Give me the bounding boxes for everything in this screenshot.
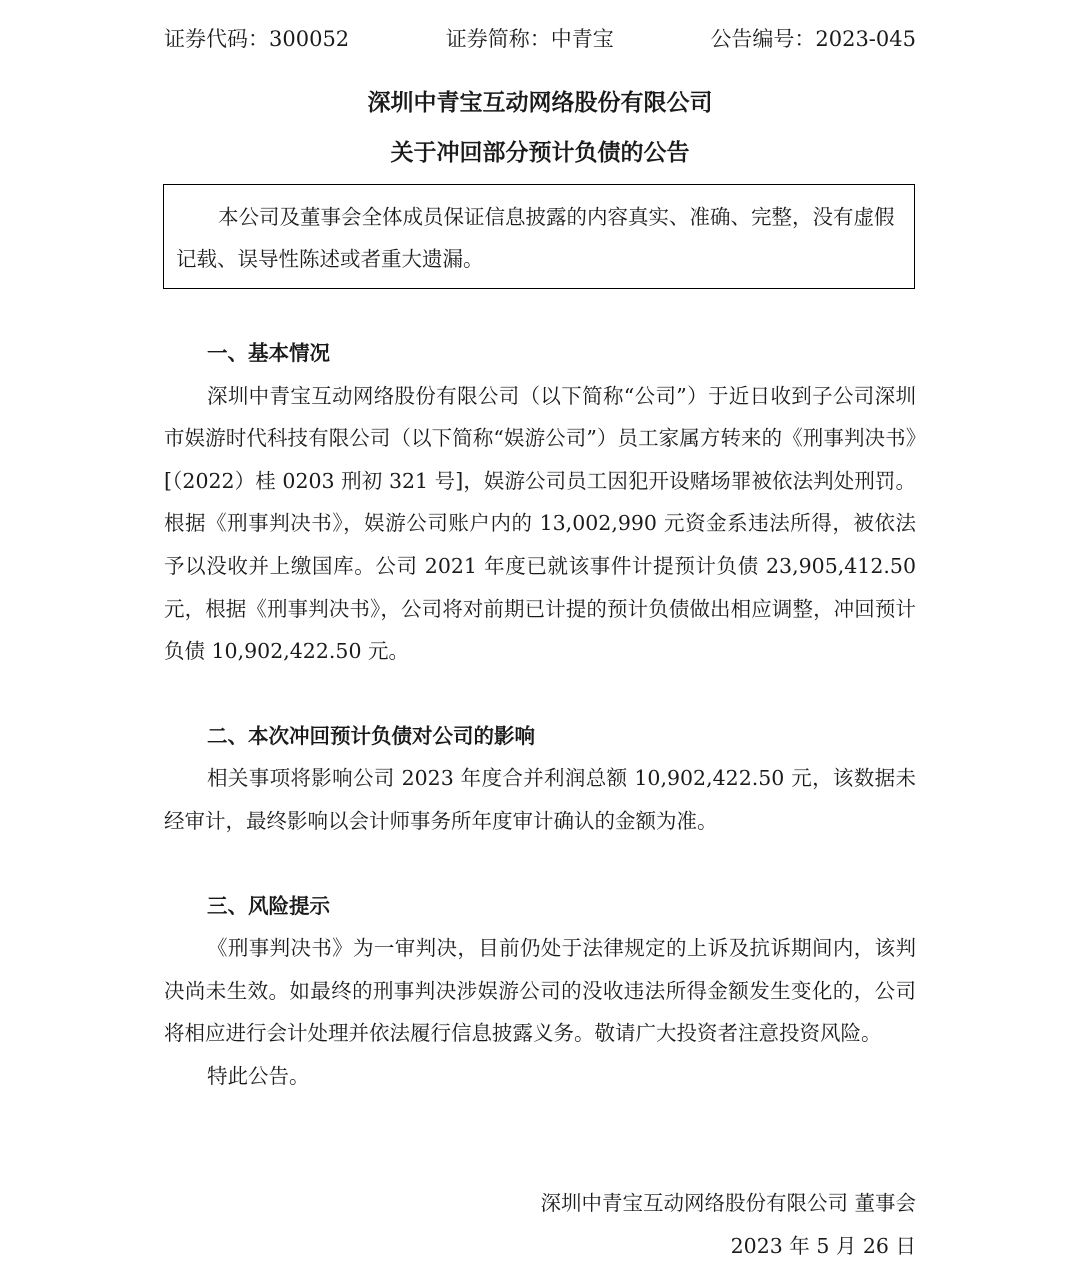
signature-org: 深圳中青宝互动网络股份有限公司 董事会 xyxy=(540,1191,916,1215)
section-body-risk: 《刑事判决书》为一审判决，目前仍处于法律规定的上诉及抗诉期间内，该判决尚未生效。如最终的刑事判决涉娱游公司的没收违法所得金额发生变化的，公司将相应进行会计处理并依法履行信息披露义务。敬请广大投资者注意投资风险。 xyxy=(164,936,916,1046)
disclosure-statement-box: 本公司及董事会全体成员保证信息披露的内容真实、准确、完整，没有虚假记载、误导性陈述或者重大遗漏。 xyxy=(163,184,915,289)
notice-title: 关于冲回部分预计负债的公告 xyxy=(390,140,690,166)
notice-number: 公告编号：2023-045 xyxy=(710,27,916,51)
document-header xyxy=(164,22,916,56)
company-title: 深圳中青宝互动网络股份有限公司 xyxy=(367,90,713,116)
stock-code: 证券代码：300052 xyxy=(164,27,350,51)
section-heading-impact: 二、本次冲回预计负债对公司的影响 xyxy=(207,723,535,748)
section-heading-risk: 三、风险提示 xyxy=(207,893,330,918)
signature-date: 2023 年 5 月 26 日 xyxy=(730,1234,916,1258)
stock-name: 证券简称：中青宝 xyxy=(445,27,614,51)
section-heading-basic: 一、基本情况 xyxy=(207,341,330,365)
section-body-impact: 相关事项将影响公司 2023 年度合并利润总额 10,902,422.50 元，该数据未经审计，最终影响以会计师事务所年度审计确认的金额为准。 xyxy=(164,766,916,833)
closing-statement: 特此公告。 xyxy=(207,1063,310,1088)
document-body xyxy=(164,332,916,1098)
section-body-basic: 深圳中青宝互动网络股份有限公司（以下简称“公司”）于近日收到子公司深圳市娱游时代科技有限公司（以下简称“娱游公司”）员工家属方转来的《刑事判决书》[（2022）桂 0203 刑初 321 号]，娱游公司员工因犯开设赌场罪被依法判处刑罚。根据《刑事判决书》，娱游公司账户内的 13,002,990 元资金系违法所得，被依法予以没收并上缴国库。公司 2021 年度已就该事件计提预计负债 23,905,412.50 元，根据《刑事判决书》，公司将对前期已计提的预计负债做出相应调整，冲回预计负债 10,902,422.50 元。 xyxy=(164,383,916,664)
